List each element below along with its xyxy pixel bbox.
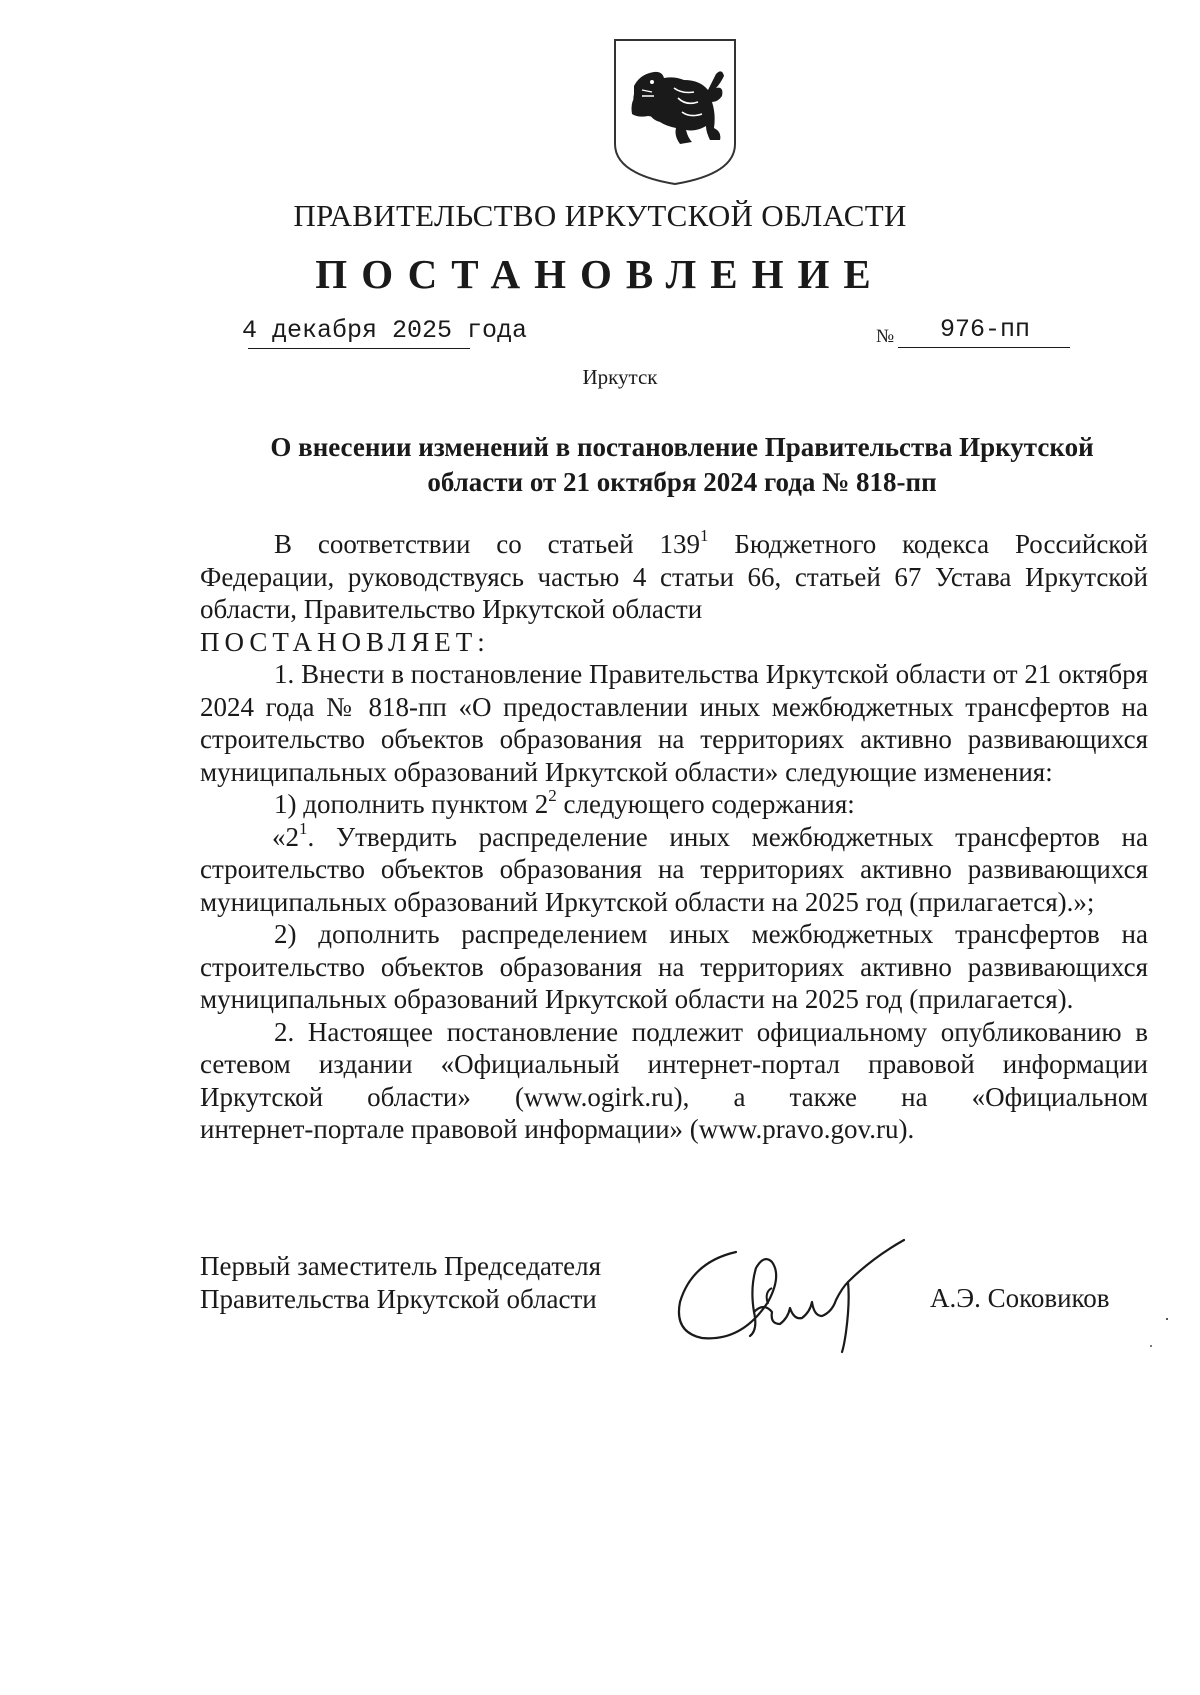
document-body [200, 528, 1148, 1146]
scan-speck [1150, 1345, 1152, 1347]
superscript: 1 [699, 526, 709, 545]
scan-speck [1166, 1318, 1168, 1320]
paragraph-item-2: 2. Настоящее постановление подлежит официальному опубликованию в сетевом издании «Официальный интернет-портал правовой информации Иркутской области» (www.ogirk.ru), а также на «Официальном [200, 1016, 1148, 1112]
preamble-text-a: В соответствии со статьей 139 [274, 529, 700, 559]
paragraph-preamble [200, 528, 1148, 626]
paragraph-subitem-2: 2) дополнить распределением иных межбюджетных трансфертов на строительство объектов образования на территориях активно развивающихся муниципальных образований Иркутской области на 2025 год (прилагается). [200, 919, 1148, 1014]
document-title [232, 430, 1132, 500]
paragraph-item-1: 1. Внести в постановление Правительства Иркутской области от 21 октября 2024 года № 818-пп «О предоставлении иных межбюджетных трансфертов на строительство объектов образования на территориях активно развивающихся муниципальных образований Иркутской области» следующие изменения: [200, 659, 1148, 787]
superscript: 2 [548, 786, 557, 805]
signatory-name: А.Э. Соковиков [930, 1283, 1110, 1313]
subitem-1-text-a: 1) дополнить пунктом 2 [274, 789, 549, 819]
quoted-clause-text-a: «2 [272, 821, 299, 852]
coat-of-arms-icon [612, 36, 738, 186]
paragraph-subitem-1 [200, 788, 1148, 821]
date-underline [248, 348, 470, 349]
preamble-text-b: Бюджетного кодекса Российской Федерации, руководствуясь частью 4 статьи 66, статьей 67 Устава Иркутской области, Правительство Иркутской области [200, 529, 1149, 624]
paragraph-item-2-end: интернет-портале правовой информации» (www.pravo.gov.ru). [200, 1114, 915, 1144]
city: Иркутск [582, 365, 658, 389]
quoted-clause-text-b: . Утвердить распределение иных межбюджетных трансфертов на строительство объектов образования на территориях активно развивающихся муниципальных образований Иркутской области на 2025 год (прилагается).»; [200, 821, 1148, 917]
document-type: ПОСТАНОВЛЕНИЕ [315, 251, 885, 297]
subitem-1-text-b: следующего содержания: [556, 789, 855, 819]
superscript: 1 [299, 818, 308, 838]
document-date: 4 декабря 2025 года [242, 316, 528, 345]
number-sign: № [876, 326, 895, 347]
handwritten-signature [672, 1232, 934, 1354]
title-line-1: О внесении изменений в постановление Правительства Иркутской [270, 432, 1094, 462]
title-line-2: области от 21 октября 2024 года № 818-пп [427, 467, 937, 497]
paragraph-quoted-clause [200, 818, 1148, 919]
resolves-heading: ПОСТАНОВЛЯЕТ: [200, 626, 490, 657]
document-number: 976-пп [940, 315, 1031, 344]
number-underline [898, 347, 1070, 348]
position-line-1: Первый заместитель Председателя [200, 1251, 602, 1281]
government-name: ПРАВИТЕЛЬСТВО ИРКУТСКОЙ ОБЛАСТИ [293, 198, 907, 233]
position-line-2: Правительства Иркутской области [200, 1283, 597, 1314]
signatory-position [200, 1250, 601, 1315]
